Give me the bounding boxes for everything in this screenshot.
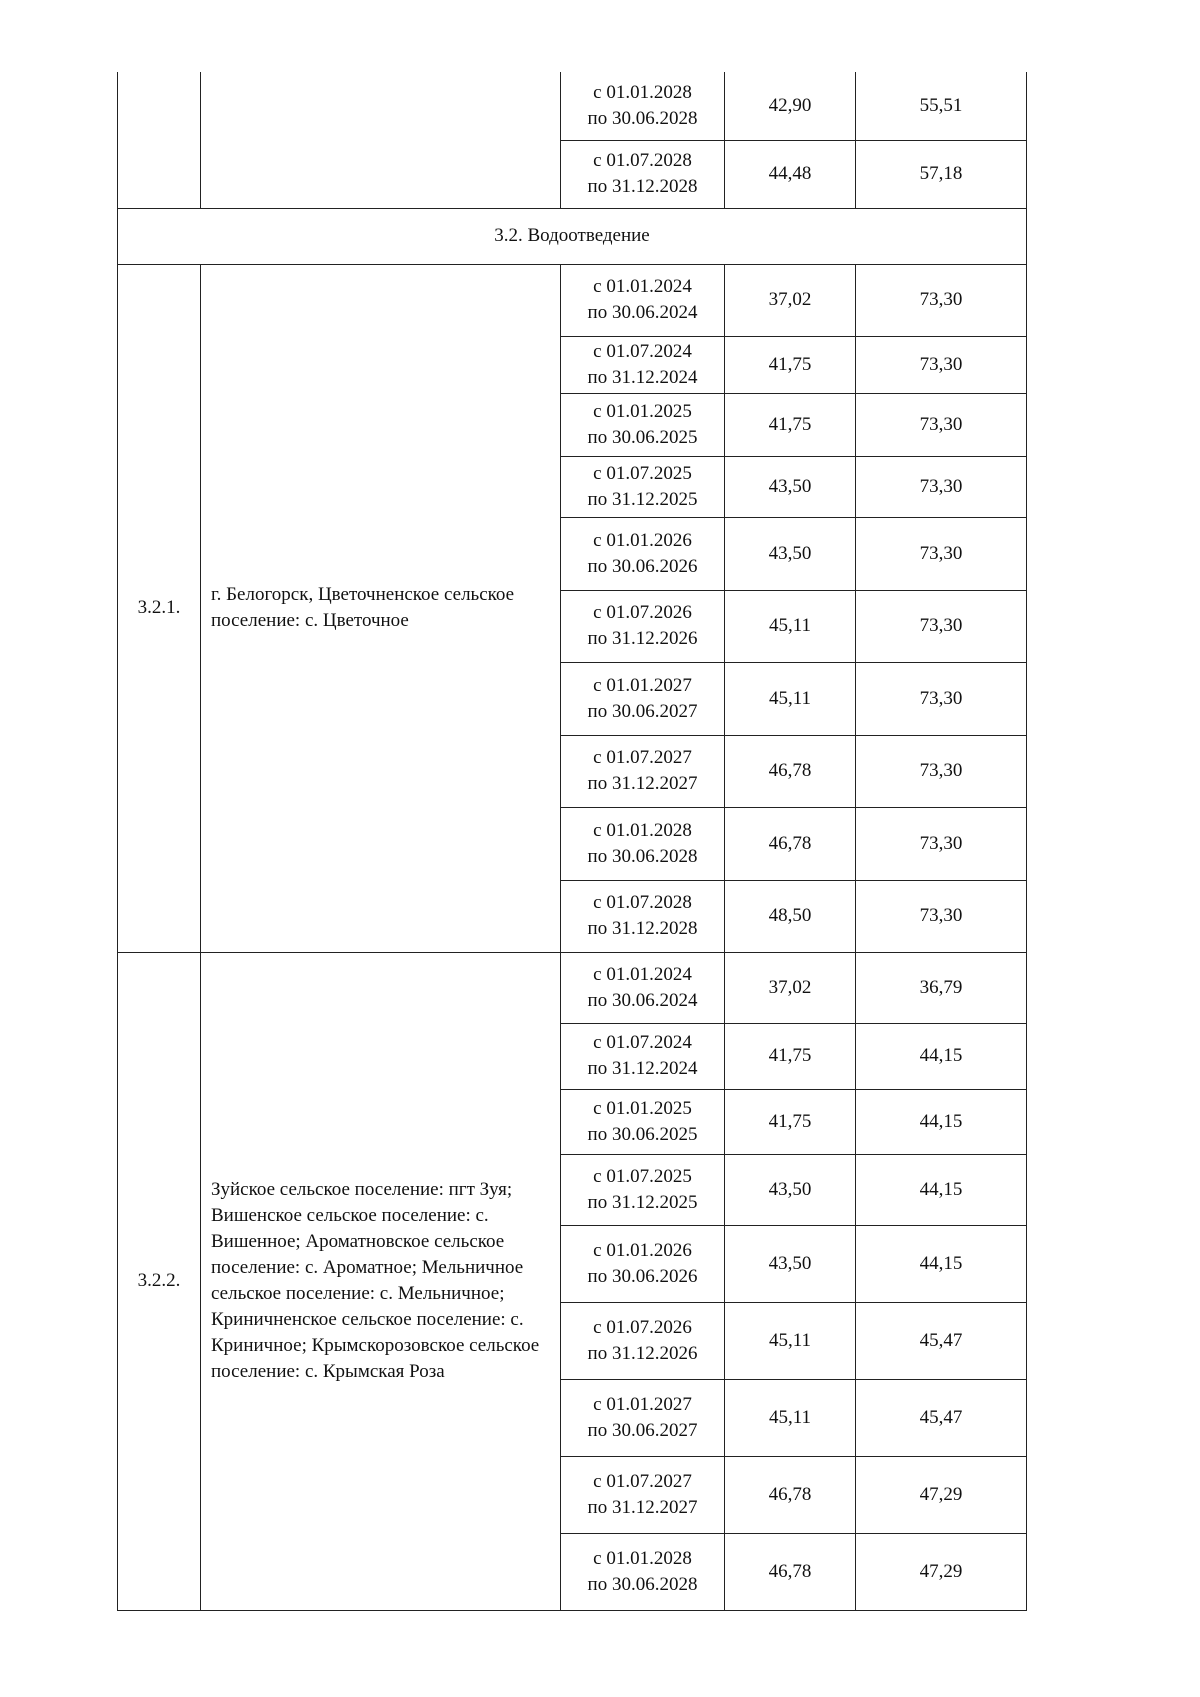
- period-cell: с 01.07.2024 по 31.12.2024: [561, 336, 725, 393]
- period-cell: с 01.01.2026 по 30.06.2026: [561, 1225, 725, 1302]
- tariff-value-2: 44,15: [856, 1225, 1027, 1302]
- tariff-value-2: 57,18: [856, 140, 1027, 208]
- tariff-table: [117, 72, 1027, 1611]
- table-row: [118, 264, 1027, 336]
- tariff-value-1: 43,50: [725, 1225, 856, 1302]
- territory-cell: [201, 72, 561, 208]
- tariff-value-2: 73,30: [856, 880, 1027, 952]
- period-cell: с 01.01.2028 по 30.06.2028: [561, 1533, 725, 1610]
- tariff-value-1: 46,78: [725, 807, 856, 880]
- tariff-value-2: 45,47: [856, 1302, 1027, 1379]
- period-cell: с 01.07.2027 по 31.12.2027: [561, 735, 725, 807]
- row-number-cell: 3.2.1.: [118, 264, 201, 952]
- period-cell: с 01.07.2024 по 31.12.2024: [561, 1023, 725, 1089]
- tariff-value-1: 41,75: [725, 1023, 856, 1089]
- tariff-value-2: 73,30: [856, 735, 1027, 807]
- period-cell: с 01.01.2025 по 30.06.2025: [561, 393, 725, 456]
- tariff-value-1: 46,78: [725, 1456, 856, 1533]
- period-cell: с 01.07.2028 по 31.12.2028: [561, 880, 725, 952]
- period-cell: с 01.01.2027 по 30.06.2027: [561, 1379, 725, 1456]
- tariff-value-2: 44,15: [856, 1089, 1027, 1154]
- tariff-value-2: 36,79: [856, 952, 1027, 1023]
- tariff-value-1: 45,11: [725, 1379, 856, 1456]
- tariff-value-2: 73,30: [856, 807, 1027, 880]
- period-cell: с 01.01.2026 по 30.06.2026: [561, 517, 725, 590]
- tariff-value-2: 73,30: [856, 336, 1027, 393]
- period-cell: с 01.07.2025 по 31.12.2025: [561, 456, 725, 517]
- tariff-value-2: 73,30: [856, 517, 1027, 590]
- tariff-value-2: 73,30: [856, 456, 1027, 517]
- period-cell: с 01.01.2027 по 30.06.2027: [561, 662, 725, 735]
- tariff-value-1: 45,11: [725, 1302, 856, 1379]
- period-cell: с 01.01.2028 по 30.06.2028: [561, 807, 725, 880]
- tariff-value-2: 73,30: [856, 662, 1027, 735]
- tariff-value-1: 41,75: [725, 1089, 856, 1154]
- tariff-value-1: 45,11: [725, 662, 856, 735]
- row-number-cell: [118, 72, 201, 208]
- row-number-cell: 3.2.2.: [118, 952, 201, 1610]
- period-cell: с 01.07.2027 по 31.12.2027: [561, 1456, 725, 1533]
- period-cell: с 01.07.2025 по 31.12.2025: [561, 1154, 725, 1225]
- table-row: [118, 72, 1027, 140]
- tariff-value-1: 37,02: [725, 264, 856, 336]
- tariff-value-2: 55,51: [856, 72, 1027, 140]
- tariff-value-1: 42,90: [725, 72, 856, 140]
- period-cell: с 01.01.2024 по 30.06.2024: [561, 264, 725, 336]
- period-cell: с 01.07.2028 по 31.12.2028: [561, 140, 725, 208]
- tariff-value-1: 46,78: [725, 735, 856, 807]
- period-cell: с 01.07.2026 по 31.12.2026: [561, 1302, 725, 1379]
- section-title: 3.2. Водоотведение: [118, 208, 1027, 264]
- territory-cell: Зуйское сельское поселение: пгт Зуя; Вишенское сельское поселение: с. Вишенное; Ароматновское сельское поселение: с. Ароматное; Мельничное сельское поселение: с. Мельничное; Криничненское сельское поселение: с. Криничное; Крымскорозовское сельское поселение: с. Крымская Роза: [201, 952, 561, 1610]
- tariff-value-1: 46,78: [725, 1533, 856, 1610]
- tariff-value-1: 43,50: [725, 456, 856, 517]
- period-cell: с 01.07.2026 по 31.12.2026: [561, 590, 725, 662]
- tariff-value-2: 44,15: [856, 1154, 1027, 1225]
- tariff-value-2: 45,47: [856, 1379, 1027, 1456]
- tariff-value-2: 44,15: [856, 1023, 1027, 1089]
- period-cell: с 01.01.2025 по 30.06.2025: [561, 1089, 725, 1154]
- tariff-value-2: 47,29: [856, 1456, 1027, 1533]
- tariff-value-1: 43,50: [725, 1154, 856, 1225]
- territory-cell: г. Белогорск, Цветочненское сельское поселение: с. Цветочное: [201, 264, 561, 952]
- period-cell: с 01.01.2028 по 30.06.2028: [561, 72, 725, 140]
- period-cell: с 01.01.2024 по 30.06.2024: [561, 952, 725, 1023]
- tariff-value-1: 48,50: [725, 880, 856, 952]
- tariff-value-1: 45,11: [725, 590, 856, 662]
- tariff-value-2: 73,30: [856, 590, 1027, 662]
- section-row: [118, 208, 1027, 264]
- tariff-value-1: 41,75: [725, 336, 856, 393]
- tariff-value-2: 47,29: [856, 1533, 1027, 1610]
- tariff-value-1: 44,48: [725, 140, 856, 208]
- tariff-value-1: 41,75: [725, 393, 856, 456]
- tariff-value-2: 73,30: [856, 393, 1027, 456]
- tariff-value-1: 37,02: [725, 952, 856, 1023]
- table-row: [118, 952, 1027, 1023]
- tariff-value-2: 73,30: [856, 264, 1027, 336]
- tariff-value-1: 43,50: [725, 517, 856, 590]
